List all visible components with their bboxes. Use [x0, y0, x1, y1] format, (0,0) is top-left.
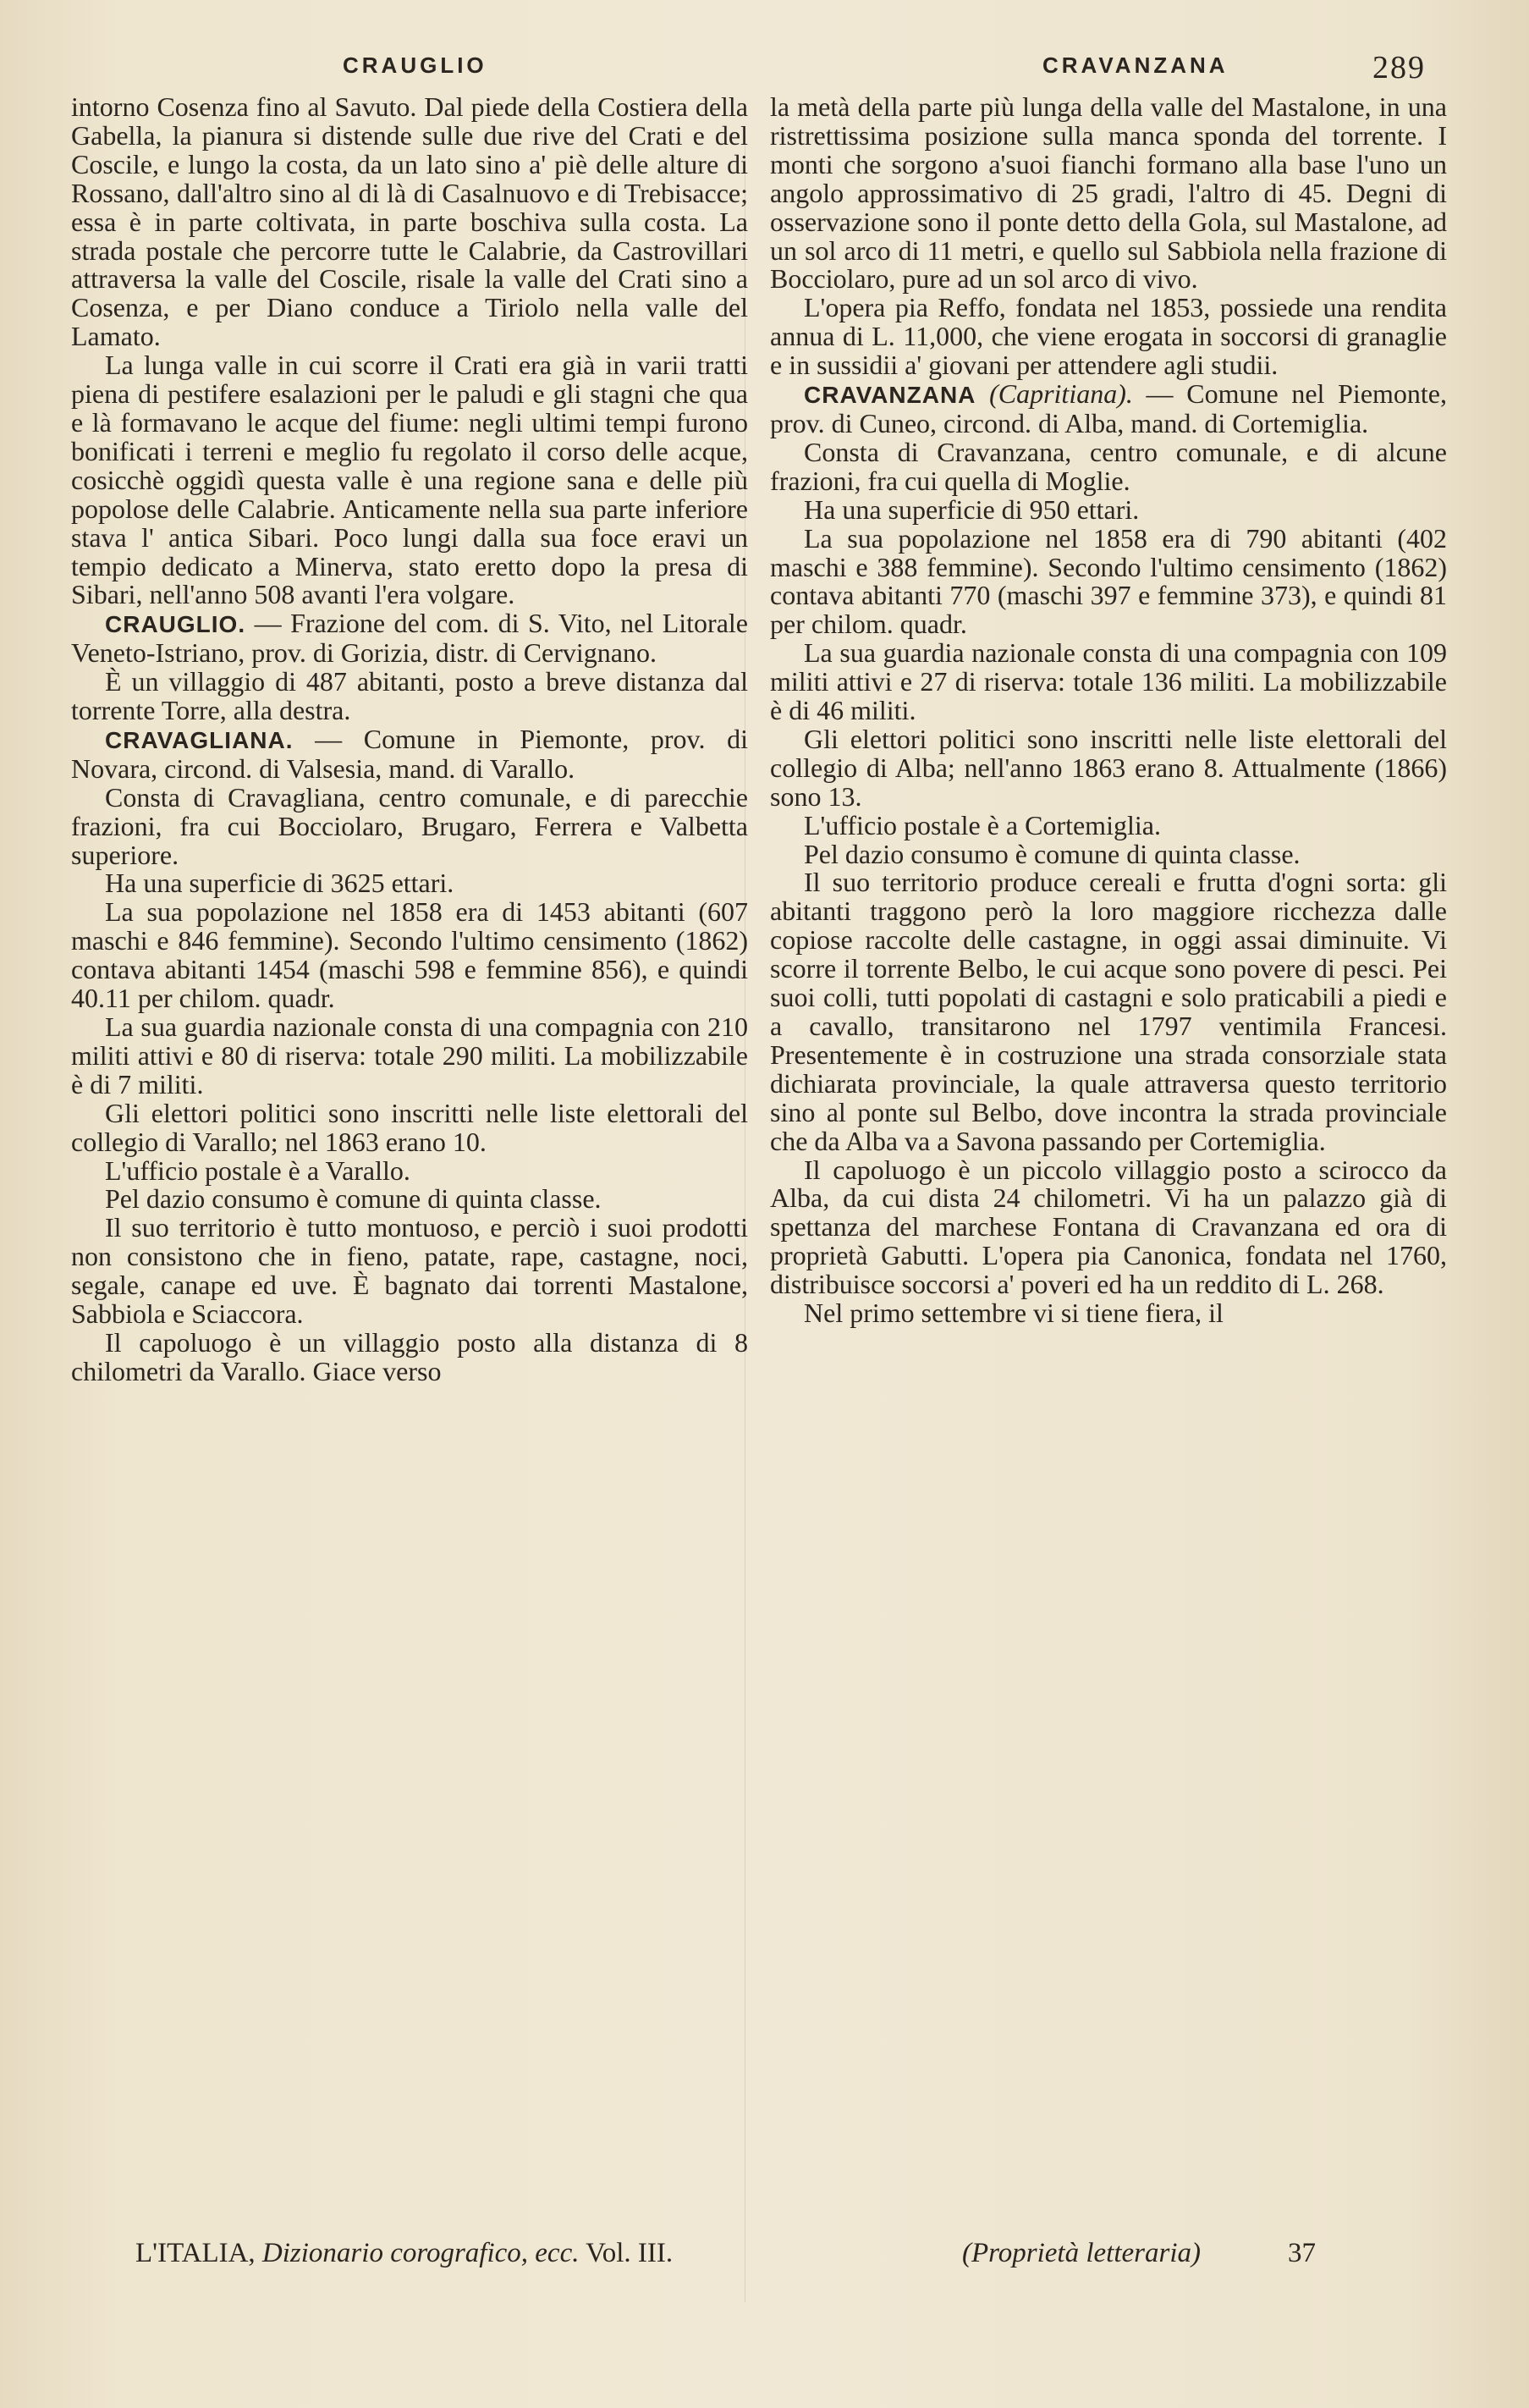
paragraph: Il suo territorio produce cereali e frutta d'ogni sorta: gli abitanti traggono però la loro maggiore ricchezza dalle copiose raccolte delle castagne, in oggi assai diminuite. Vi scorre il torrente Belbo, le cui acque sono povere di pesci. Pei suoi colli, tutti popolati di castagni e solo praticabili a piedi e a cavallo, transitarono nel 1797 ventimila Francesi. Presentemente è in costruzione una strada consorziale stata dichiarata provinciale, la quale attraversa questo territorio sino al ponte sul Belbo, dove incontra la strada provinciale che da Alba va a Savona passando per Cortemiglia.	[770, 867, 1447, 1156]
running-head-right: CRAVANZANA	[1042, 52, 1229, 78]
running-head-left: CRAUGLIO	[343, 52, 487, 78]
footer-title	[135, 2238, 673, 2269]
footer-work-title: Dizionario corografico, ecc.	[261, 2238, 580, 2268]
paragraph: Pel dazio consumo è comune di quinta classe.	[105, 1183, 602, 1215]
paragraph: Gli elettori politici sono inscritti nelle liste elettorali del collegio di Varallo; nel 1863 erano 10.	[71, 1097, 748, 1157]
paragraph: intorno Cosenza fino al Savuto. Dal piede della Costiera della Gabella, la pianura si distende sulle due rive del Crati e del Coscile, e lungo la costa, da un lato sino a' piè delle alture di Rossano, dall'altro sino al di là di Casalnuovo e di Trebisacce; essa è in parte coltivata, in parte boschiva sulla costa. La strada postale che percorre tutte le Calabrie, da Castrovillari attraversa la valle del Coscile, risale la valle del Crati sino a Cosenza, e per Diano conduce a Tiriolo nella valle del Lamato.	[71, 91, 748, 352]
right-column	[770, 93, 1447, 1328]
paragraph: la metà della parte più lunga della valle del Mastalone, in una ristrettissima posizione sulla manca sponda del torrente. I monti che sorgono a'suoi fianchi formano alla base l'uno un angolo approssimativo di 25 gradi, l'altro di 45. Degni di osservazione sono il ponte detto della Gola, sul Mastalone, ad un sol arco di 11 metri, e quello sul Sabbiola nella frazione di Bocciolaro, pure ad un sol arco di vivo.	[770, 91, 1447, 295]
paragraph: Gli elettori politici sono inscritti nelle liste elettorali del collegio di Alba; nell'anno 1863 erano 8. Attualmente (1866) sono 13.	[770, 723, 1447, 812]
paragraph: L'ufficio postale è a Cortemiglia.	[804, 809, 1161, 840]
paragraph: Il capoluogo è un piccolo villaggio posto a scirocco da Alba, da cui dista 24 chilometri. Vi ha un palazzo già di spettanza del marchese Fontana di Cravanzana ed ora di proprietà Gabutti. L'opera pia Canonica, fondata nel 1760, distribuisce soccorsi a' poveri ed ha un reddito di L. 268.	[770, 1154, 1447, 1300]
paragraph: Consta di Cravagliana, centro comunale, e di parecchie frazioni, fra cui Bocciolaro, Brugaro, Ferrera e Valbetta superiore.	[71, 781, 748, 870]
paragraph: Nel primo settembre vi si tiene fiera, il	[804, 1298, 1224, 1329]
variant-name: (Capritiana).	[989, 378, 1133, 410]
footer-copyright: (Proprietà letteraria)	[962, 2238, 1201, 2268]
paragraph: La lunga valle in cui scorre il Crati era già in varii tratti piena di pestifere esalazioni per le paludi e gli stagni che qua e là formavano le acque del fiume: negli ultimi tempi furono bonificati i terreni e meglio fu regolato il corso delle acque, cosicchè oggidì questa valle è una regione sana e delle più popolose delle Calabrie. Anticamente nella sua parte inferiore stava l' antica Sibari. Poco lungi dalla sua foce eravi un tempio dedicato a Minerva, stato eretto dopo la presa di Sibari, nell'anno 508 avanti l'era volgare.	[71, 350, 748, 610]
paragraph: La sua popolazione nel 1858 era di 790 abitanti (402 maschi e 388 femmine). Secondo l'ultimo censimento (1862) contava abitanti 770 (maschi 397 e femmine 373), e quindi 81 per chilom. quadr.	[770, 522, 1447, 640]
paragraph: Il capoluogo è un villaggio posto alla distanza di 8 chilometri da Varallo. Giace verso	[71, 1326, 748, 1386]
paragraph: Pel dazio consumo è comune di quinta classe.	[804, 838, 1301, 869]
entry-cravanzana	[770, 380, 1447, 438]
paragraph: Ha una superficie di 3625 ettari.	[105, 868, 454, 899]
paragraph: La sua guardia nazionale consta di una compagnia con 210 militi attivi e 80 di riserva: totale 290 militi. La mobilizzabile è di 7 militi.	[71, 1011, 748, 1099]
footer-volume: Vol. III.	[586, 2238, 674, 2268]
paragraph: È un villaggio di 487 abitanti, posto a breve distanza dal torrente Torre, alla destra.	[71, 666, 748, 726]
paragraph: Ha una superficie di 950 ettari.	[804, 493, 1140, 525]
paragraph: Il suo territorio è tutto montuoso, e perciò i suoi prodotti non consistono che in fieno, patate, rape, castagne, noci, segale, canape ed uve. È bagnato dai torrenti Mastalone, Sabbiola e Sciaccora.	[71, 1212, 748, 1330]
entry-text: — Comune nel Piemonte, prov. di Cuneo, circond. di Alba, mand. di Cortemiglia.	[770, 378, 1448, 438]
sheet-number: 37	[1288, 2238, 1316, 2268]
paragraph: Consta di Cravanzana, centro comunale, e di alcune frazioni, fra cui quella di Moglie.	[770, 436, 1447, 496]
paragraph: La sua guardia nazionale consta di una compagnia con 109 militi attivi e 27 di riserva: totale 136 militi. La mobilizzabile è di 46 militi.	[770, 637, 1447, 726]
entry-text: — Frazione del com. di S. Vito, nel Litorale Veneto-Istriano, prov. di Gorizia, distr. di Cervignano.	[71, 608, 749, 669]
footer-prefix: L'ITALIA,	[135, 2238, 256, 2268]
left-column	[71, 93, 748, 1386]
page-number: 289	[1372, 50, 1426, 85]
entry-crauglio	[71, 609, 748, 668]
paragraph: L'opera pia Reffo, fondata nel 1853, possiede una rendita annua di L. 11,000, che viene erogata in soccorsi di granaglie e in sussidii a' giovani per attendere agli studii.	[770, 292, 1447, 381]
entry-cravagliana	[71, 725, 748, 784]
entry-text: — Comune in Piemonte, prov. di Novara, circond. di Valsesia, mand. di Varallo.	[71, 723, 749, 784]
headword: CRAUGLIO.	[105, 611, 246, 638]
headword: CRAVANZANA	[804, 382, 976, 409]
headword: CRAVAGLIANA.	[105, 726, 294, 753]
paragraph: L'ufficio postale è a Varallo.	[105, 1154, 410, 1186]
paragraph: La sua popolazione nel 1858 era di 1453 abitanti (607 maschi e 846 femmine). Secondo l'ultimo censimento (1862) contava abitanti 1454 (maschi 598 e femmine 856), e quindi 40.11 per chilom. quadr.	[71, 896, 748, 1014]
